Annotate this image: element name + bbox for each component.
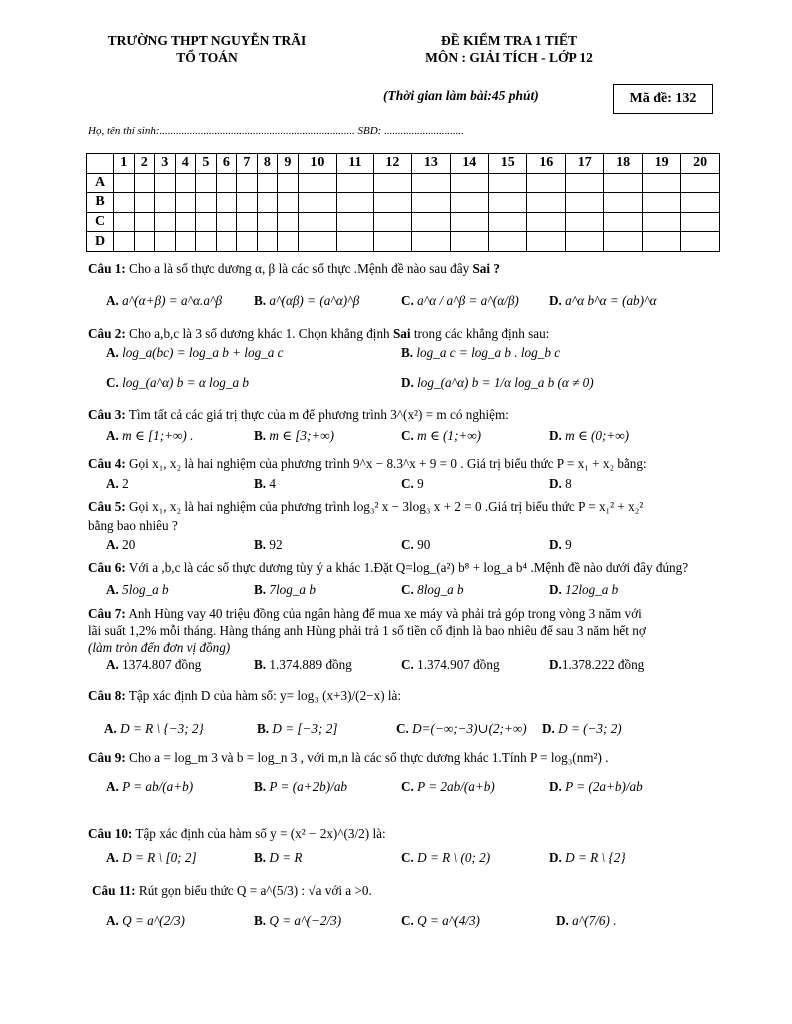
- question-7-note: (làm tròn đến đơn vị đồng): [88, 640, 231, 655]
- grid-col-header: 19: [642, 154, 680, 174]
- option-d: D. 12log_a b: [549, 582, 619, 597]
- question-label: Câu 2:: [88, 326, 126, 341]
- option-d: D. 8: [549, 476, 572, 491]
- option-d: D. D = (−3; 2): [542, 721, 622, 736]
- school-name: TRƯỜNG THPT NGUYỄN TRÃI: [107, 33, 307, 48]
- option-b: B. D = [−3; 2]: [257, 721, 338, 736]
- question-text: Tập xác định D của hàm số: y= log₃ (x+3)/(2−x) là:: [128, 688, 402, 703]
- question-emphasis: Sai: [392, 326, 411, 341]
- question-7-cont: lãi suất 1,2% mỗi tháng. Hàng tháng anh Hùng phải trả 1 số tiền cố định là bao nhiêu để sau 3 năm hết nợ: [88, 623, 646, 638]
- grid-header-row: [87, 154, 720, 174]
- option-c: C. 1.374.907 đồng: [401, 657, 500, 672]
- question-9: [88, 750, 609, 766]
- option-c: C. D = R \ (0; 2): [401, 850, 491, 865]
- option-d: D.1.378.222 đồng: [549, 657, 645, 672]
- option-a: A. P = ab/(a+b): [106, 779, 194, 794]
- option-d: D. log_(a^α) b = 1/α log_a b (α ≠ 0): [401, 375, 594, 390]
- grid-row-a: [87, 173, 720, 193]
- option-c: C. log_(a^α) b = α log_a b: [106, 375, 249, 390]
- option-b: B. log_a c = log_a b . log_b c: [401, 345, 561, 360]
- question-label: Câu 10:: [88, 826, 133, 841]
- question-1: [88, 261, 500, 277]
- option-c: C. Q = a^(4/3): [401, 913, 480, 928]
- option-b: B. 1.374.889 đồng: [254, 657, 352, 672]
- question-5-cont: bằng bao nhiêu ?: [88, 518, 178, 533]
- question-text: Với a ,b,c là các số thực dương tùy ý a khác 1.Đặt Q=log_(a²) b⁸ + log_a b⁴ .Mệnh đề nào dưới đây đúng?: [128, 560, 689, 575]
- option-c: C. 8log_a b: [401, 582, 464, 597]
- option-b: B. a^(αβ) = (a^α)^β: [254, 293, 360, 308]
- department-name: TỔ TOÁN: [176, 50, 238, 65]
- option-a: A. Q = a^(2/3): [106, 913, 185, 928]
- grid-row-label: A: [87, 173, 114, 193]
- option-a: A. a^(α+β) = a^α.a^β: [106, 293, 223, 308]
- grid-col-header: 5: [196, 154, 217, 174]
- option-b: B. 4: [254, 476, 276, 491]
- question-8: [88, 688, 401, 704]
- grid-col-header: 18: [604, 154, 642, 174]
- option-b: B. 92: [254, 537, 283, 552]
- option-a: A. m ∈ [1;+∞) .: [106, 428, 194, 443]
- option-d: D. m ∈ (0;+∞): [549, 428, 630, 443]
- question-text: Cho a là số thực dương α, β là các số thực .Mệnh đề nào sau đây: [129, 261, 470, 276]
- grid-col-header: 20: [681, 154, 720, 174]
- question-label: Câu 5:: [88, 499, 126, 514]
- option-b: B. 7log_a b: [254, 582, 316, 597]
- grid-col-header: 2: [134, 154, 155, 174]
- option-c: C. a^α / a^β = a^(α/β): [401, 293, 519, 308]
- grid-col-header: 8: [257, 154, 278, 174]
- question-emphasis: Sai ?: [472, 261, 500, 276]
- question-7: [88, 606, 642, 622]
- question-text: Gọi x₁, x₂ là hai nghiệm của phương trình log₃² x − 3log₃ x + 2 = 0 .Giá trị biểu thức P = x₁² + x₂²: [129, 499, 644, 514]
- grid-row-c: [87, 212, 720, 232]
- option-d: D. D = R \ {2}: [549, 850, 626, 865]
- question-label: Câu 1:: [88, 261, 126, 276]
- time-note: (Thời gian làm bài:45 phút): [383, 88, 539, 103]
- grid-row-label: B: [87, 193, 114, 213]
- subject-line: MÔN : GIẢI TÍCH - LỚP 12: [425, 50, 593, 65]
- grid-col-header: 14: [450, 154, 488, 174]
- option-b: B. Q = a^(−2/3): [254, 913, 342, 928]
- grid-col-header: 4: [175, 154, 196, 174]
- grid-col-header: 1: [114, 154, 135, 174]
- question-11: [92, 883, 372, 899]
- exam-title: ĐỀ KIỂM TRA 1 TIẾT: [440, 33, 578, 48]
- option-d: D. 9: [549, 537, 572, 552]
- question-label: Câu 7:: [88, 606, 126, 621]
- grid-col-header: 12: [373, 154, 411, 174]
- question-text: Cho a,b,c là 3 số dương khác 1. Chọn khẳng định: [129, 326, 390, 341]
- student-info-line: Họ, tên thí sinh:....................................................................... SBD: .............................: [88, 125, 464, 137]
- question-label: Câu 4:: [88, 456, 126, 471]
- question-label: Câu 11:: [92, 883, 136, 898]
- option-d: D. a^α b^α = (ab)^α: [549, 293, 657, 308]
- grid-col-header: 10: [298, 154, 336, 174]
- question-4: [88, 456, 647, 472]
- question-text: Tập xác định của hàm số y = (x² − 2x)^(3/2) là:: [135, 826, 386, 841]
- grid-col-header: 15: [489, 154, 527, 174]
- option-c: C. P = 2ab/(a+b): [401, 779, 495, 794]
- option-b: B. P = (a+2b)/ab: [254, 779, 348, 794]
- question-text-cont: trong các khẳng định sau:: [413, 326, 550, 341]
- grid-col-header: 6: [216, 154, 237, 174]
- question-text: Cho a = log_m 3 và b = log_n 3 , với m,n là các số thực dương khác 1.Tính P = log₃(nm²) .: [129, 750, 609, 765]
- option-b: B. D = R: [254, 850, 303, 865]
- question-3: [88, 407, 509, 423]
- question-6: [88, 560, 688, 576]
- grid-row-label: D: [87, 232, 114, 252]
- option-c: C. m ∈ (1;+∞): [401, 428, 482, 443]
- grid-row-b: [87, 193, 720, 213]
- grid-col-header: 17: [565, 154, 603, 174]
- question-label: Câu 9:: [88, 750, 126, 765]
- question-5: [88, 499, 643, 515]
- grid-row-label: C: [87, 212, 114, 232]
- option-a: A. D = R \ {−3; 2}: [104, 721, 204, 736]
- question-text: Tìm tất cả các giá trị thực của m để phương trình 3^(x²) = m có nghiệm:: [128, 407, 509, 422]
- option-c: C. 9: [401, 476, 424, 491]
- option-c: C. D=(−∞;−3)∪(2;+∞): [396, 721, 527, 736]
- grid-col-header: 11: [337, 154, 374, 174]
- option-a: A. 1374.807 đồng: [106, 657, 202, 672]
- option-a: A. log_a(bc) = log_a b + log_a c: [106, 345, 284, 360]
- question-label: Câu 8:: [88, 688, 126, 703]
- grid-col-header: 7: [237, 154, 258, 174]
- question-text: Rút gọn biểu thức Q = a^(5/3) : √a với a >0.: [138, 883, 372, 898]
- option-b: B. m ∈ [3;+∞): [254, 428, 335, 443]
- option-c: C. 90: [401, 537, 431, 552]
- option-a: A. D = R \ [0; 2]: [106, 850, 197, 865]
- grid-row-d: [87, 232, 720, 252]
- option-a: A. 2: [106, 476, 129, 491]
- grid-col-header: 13: [412, 154, 450, 174]
- question-2: [88, 326, 549, 342]
- exam-code-box: Mã đề: 132: [613, 84, 713, 114]
- grid-corner: [87, 154, 114, 174]
- grid-col-header: 16: [527, 154, 565, 174]
- option-d: D. a^(7/6) .: [556, 913, 617, 928]
- option-a: A. 20: [106, 537, 136, 552]
- grid-col-header: 9: [278, 154, 299, 174]
- answer-grid: [86, 153, 720, 252]
- question-label: Câu 3:: [88, 407, 126, 422]
- question-label: Câu 6:: [88, 560, 126, 575]
- option-a: A. 5log_a b: [106, 582, 169, 597]
- option-d: D. P = (2a+b)/ab: [549, 779, 643, 794]
- grid-col-header: 3: [155, 154, 176, 174]
- question-10: [88, 826, 386, 842]
- question-text: Gọi x₁, x₂ là hai nghiệm của phương trình 9^x − 8.3^x + 9 = 0 . Giá trị biểu thức P = x₁ + x₂ bằng:: [129, 456, 647, 471]
- question-text: Anh Hùng vay 40 triệu đồng của ngân hàng để mua xe máy và phải trả góp trong vòng 3 năm với: [128, 606, 642, 621]
